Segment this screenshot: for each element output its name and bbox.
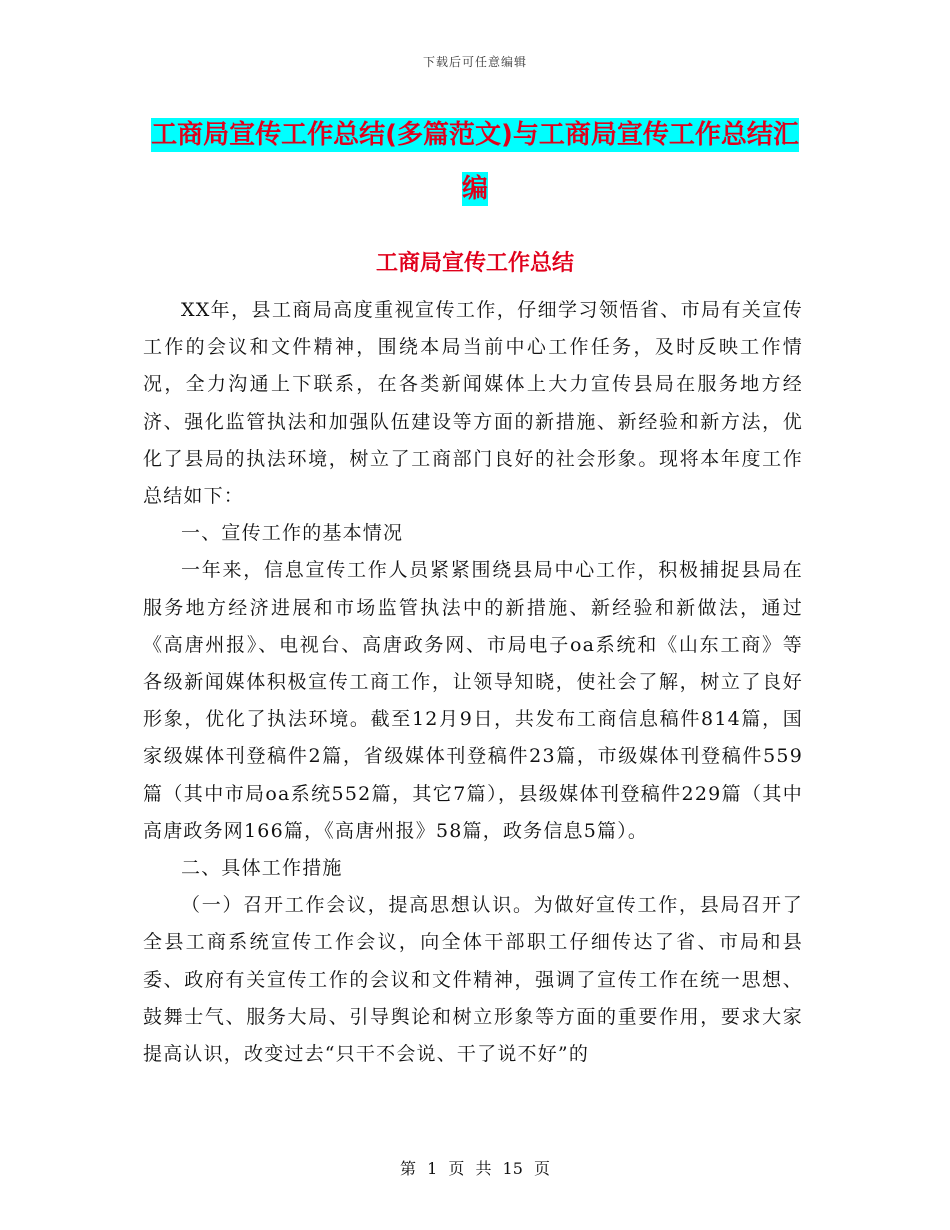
paragraph-basic-situation: 一年来，信息宣传工作人员紧紧围绕县局中心工作，积极捕捉县局在服务地方经济进展和市场监管执法中的新措施、新经验和新做法，通过《高唐州报》、电视台、高唐政务网、市局电子oa系统和《山东工商》等各级新闻媒体积极宣传工商工作，让领导知晓，使社会了解，树立了良好形象，优化了执法环境。截至12月9日，共发布工商信息稿件814篇，国家级媒体刊登稿件2篇，省级媒体刊登稿件23篇，市级媒体刊登稿件559篇（其中市局oa系统552篇，其它7篇），县级媒体刊登稿件229篇（其中高唐政务网166篇，《高唐州报》58篇，政务信息5篇）。 bbox=[143, 559, 803, 842]
paragraph-intro: XX年，县工商局高度重视宣传工作，仔细学习领悟省、市局有关宣传工作的会议和文件精神，围绕本局当前中心工作任务，及时反映工作情况，全力沟通上下联系，在各类新闻媒体上大力宣传县局在服务地方经济、强化监管执法和加强队伍建设等方面的新措施、新经验和新方法，优化了县局的执法环境，树立了工商部门良好的社会形象。现将本年度工作总结如下： bbox=[143, 299, 803, 508]
document-main-title bbox=[150, 108, 800, 216]
heading-specific-measures: 二、具体工作措施 bbox=[181, 857, 343, 880]
paragraph-measure-1: （一）召开工作会议，提高思想认识。为做好宣传工作，县局召开了全县工商系统宣传工作会议，向全体干部职工仔细传达了省、市局和县委、政府有关宣传工作的会议和文件精神，强调了宣传工作在统一思想、鼓舞士气、服务大局、引导舆论和树立形象等方面的重要作用，要求大家提高认识，改变过去“只干不会说、干了说不好”的 bbox=[143, 894, 803, 1066]
document-body bbox=[143, 292, 803, 1073]
page-number-footer: 第 1 页 共 15 页 bbox=[400, 1159, 550, 1178]
main-title-text: 工商局宣传工作总结(多篇范文)与工商局宣传工作总结汇编 bbox=[151, 120, 799, 204]
section-title: 工商局宣传工作总结 bbox=[375, 251, 574, 276]
heading-basic-situation: 一、宣传工作的基本情况 bbox=[181, 522, 404, 545]
page-header-note: 下载后可任意编辑 bbox=[422, 55, 527, 69]
